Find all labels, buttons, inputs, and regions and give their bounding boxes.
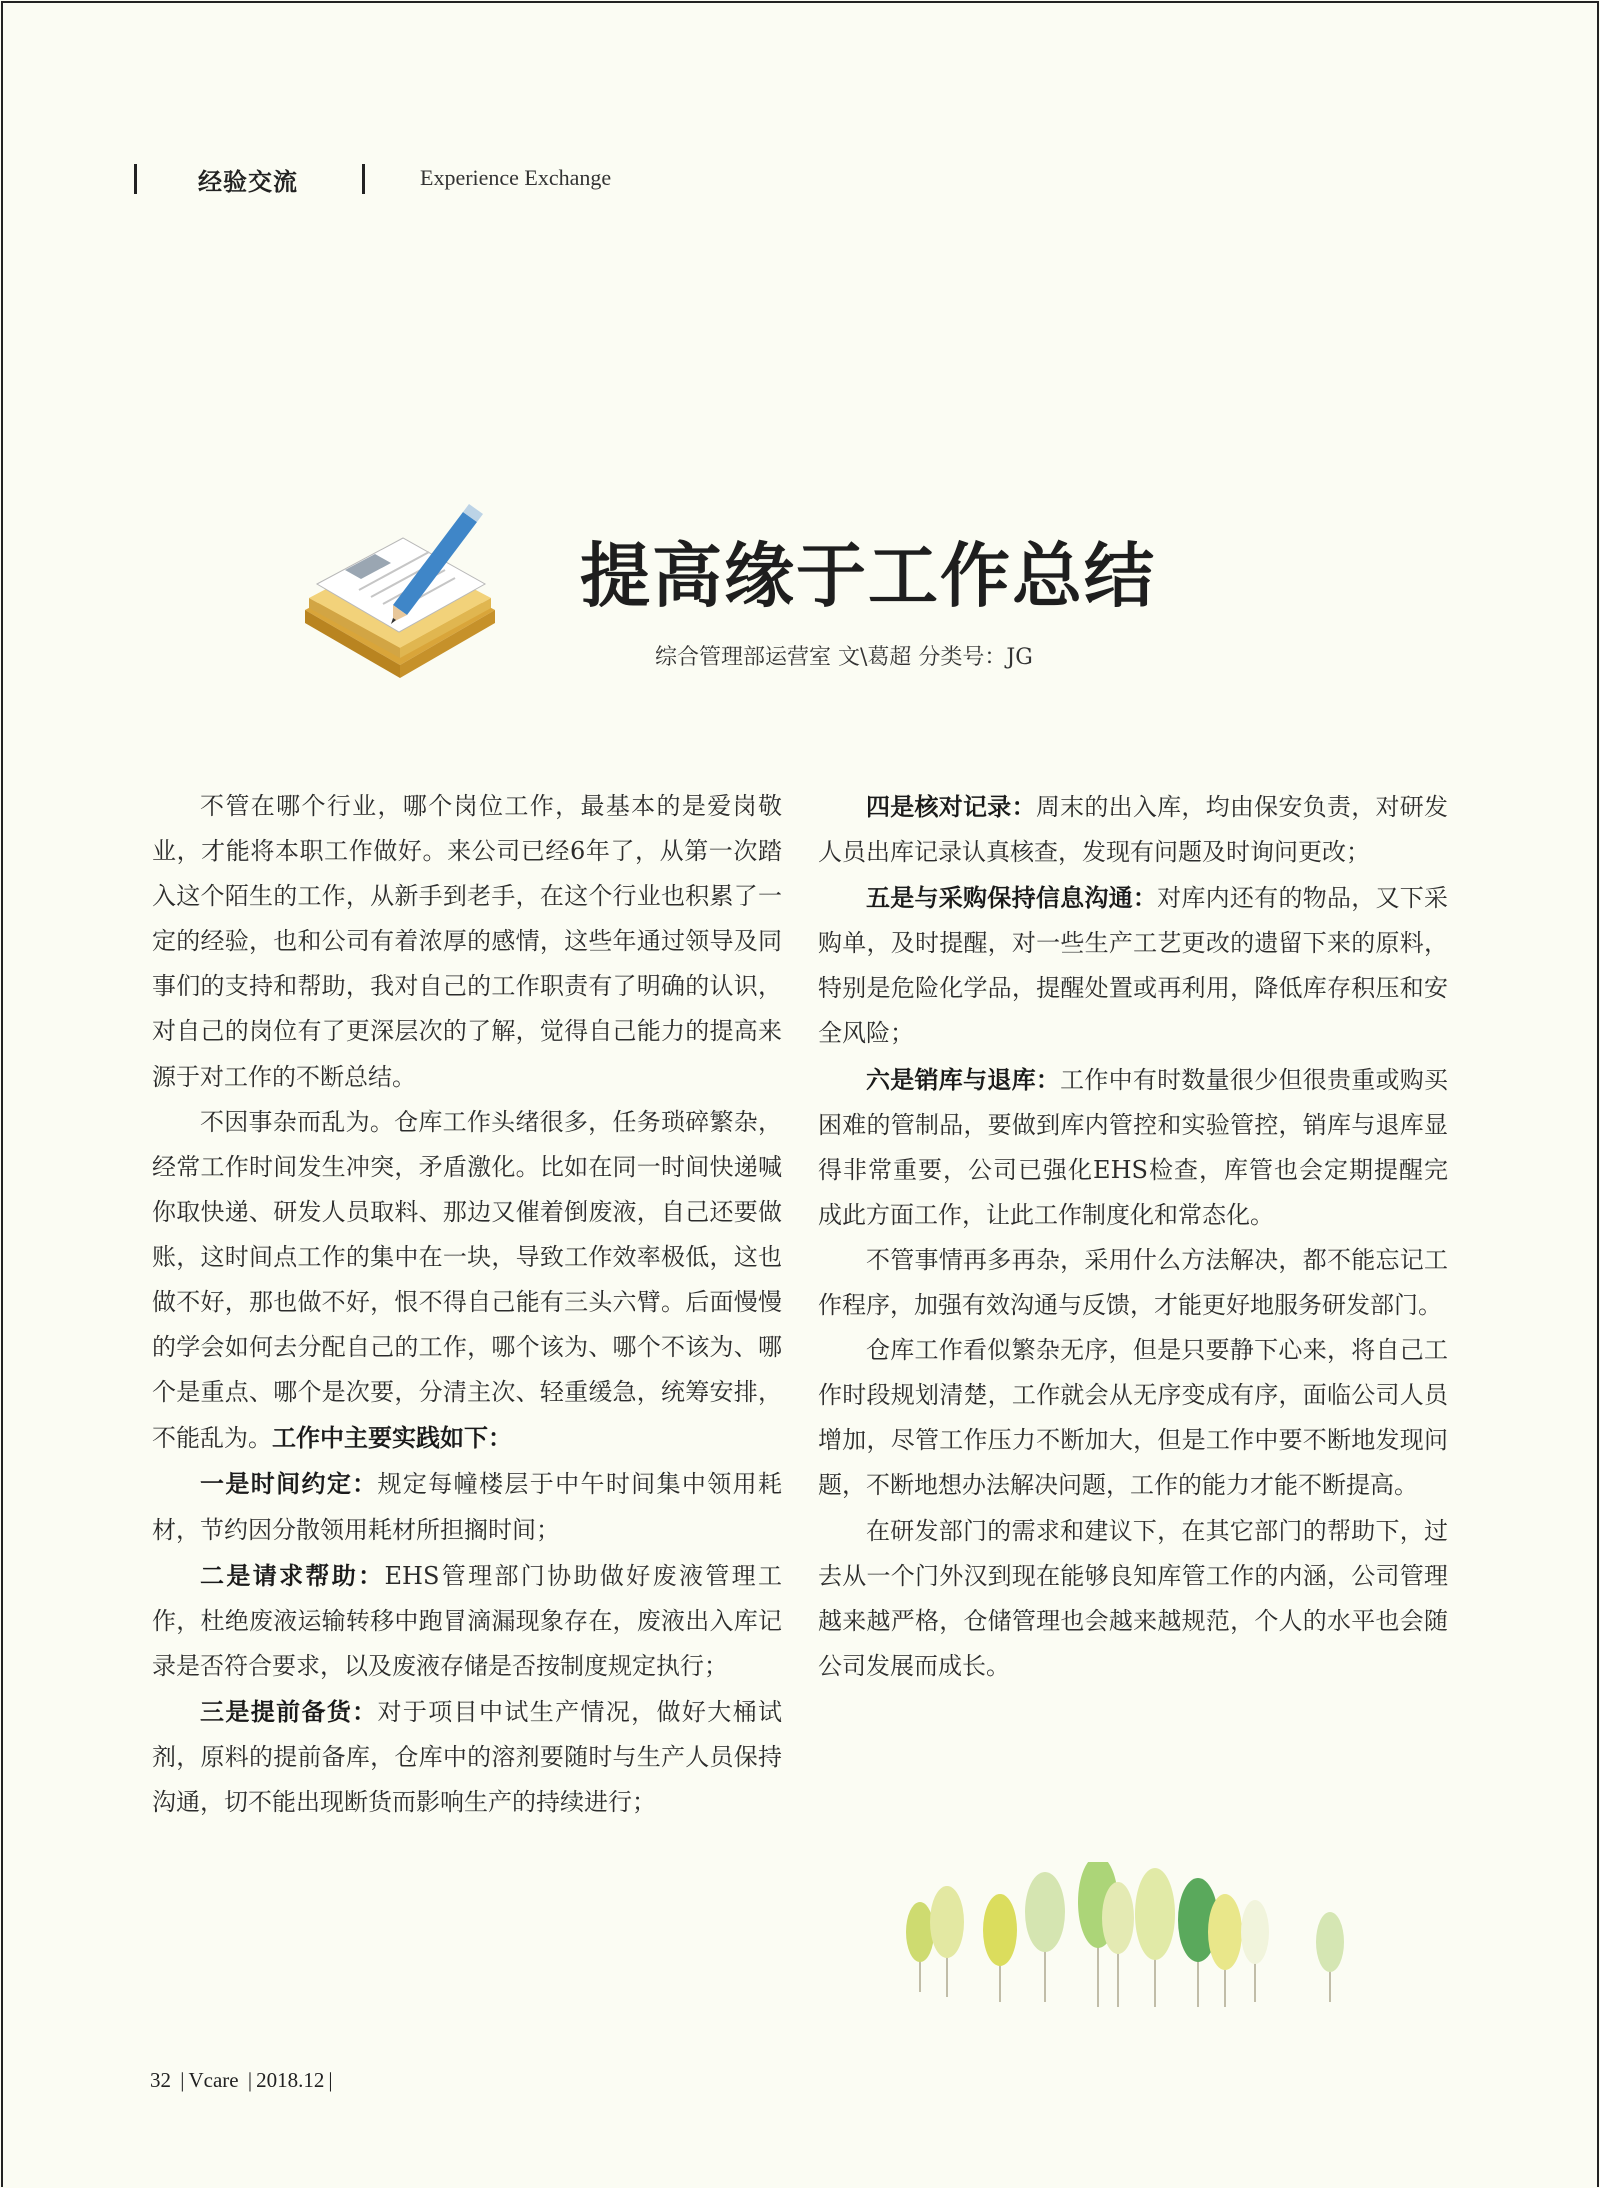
paragraph: 仓库工作看似繁杂无序，但是只要静下心来，将自己工作时段规划清楚，工作就会从无序变成有序，面临公司人员增加，尽管工作压力不断加大，但是工作中要不断地发现问题，不断地想办法解决问题，工作的能力才能不断提高。 (818, 1336, 1448, 1500)
article-byline: 综合管理部运营室 文\葛超 分类号：JG (655, 645, 1033, 670)
paragraph: 不管事情再多再杂，采用什么方法解决，都不能忘记工作程序，加强有效沟通与反馈，才能更好地服务研发部门。 (818, 1245, 1448, 1320)
header-divider (362, 164, 365, 194)
paragraph: 三是提前备货：对于项目中试生产情况，做好大桶试剂，原料的提前备库，仓库中的溶剂要随时与生产人员保持沟通，切不能出现断货而影响生产的持续进行； (152, 1696, 783, 1817)
paragraph: 五是与采购保持信息沟通：对库内还有的物品，又下采购单，及时提醒，对一些生产工艺更改的遗留下来的原料，特别是危险化学品，提醒处置或再利用，降低库存积压和安全风险； (818, 883, 1449, 1048)
bold-lead: 一是时间约定： (200, 1469, 378, 1499)
paragraph: 不管在哪个行业，哪个岗位工作，最基本的是爱岗敬业，才能将本职工作做好。来公司已经6年了，从第一次踏入这个陌生的工作，从新手到老手，在这个行业也积累了一定的经验，也和公司有着浓厚的感情，这些年通过领导及同事们的支持和帮助，我对自己的工作职责有了明确的认识，对自己的岗位有了更深层次的了解，觉得自己能力的提高来源于对工作的不断总结。 (152, 792, 782, 1091)
watercolor-trees-illustration (900, 1862, 1360, 2012)
article-title: 提高缘于工作总结 (580, 535, 1156, 617)
paragraph: 六是销库与退库：工作中有时数量很少但很贵重或购买困难的管制品，要做到库内管控和实验管控，销库与退库显得非常重要，公司已强化EHS检查，库管也会定期提醒完成此方面工作，让此工作制度化和常态化。 (818, 1064, 1449, 1229)
paragraph: 四是核对记录：周末的出入库，均由保安负责，对研发人员出库记录认真核查，发现有问题及时询问更改； (818, 792, 1449, 867)
left-column (152, 784, 782, 1825)
header-divider (134, 164, 137, 194)
right-column (818, 784, 1448, 1689)
paragraph: 一是时间约定：规定每幢楼层于中午时间集中领用耗材，节约因分散领用耗材所担搁时间； (152, 1469, 783, 1544)
section-title-cn: 经验交流 (198, 168, 298, 196)
bold-lead: 六是销库与退库： (866, 1064, 1061, 1094)
footer-divider: | (247, 2068, 253, 2092)
paragraph: 在研发部门的需求和建议下，在其它部门的帮助下，过去从一个门外汉到现在能够良知库管工作的内涵，公司管理越来越严格，仓储管理也会越来越规范，个人的水平也会随公司发展而成长。 (818, 1516, 1448, 1680)
notepad-pencil-icon (295, 500, 505, 690)
page-footer (150, 2068, 337, 2093)
bold-lead: 三是提前备货： (200, 1696, 378, 1726)
page-number: 32 (150, 2068, 171, 2092)
paragraph: 不因事杂而乱为。仓库工作头绪很多，任务琐碎繁杂，经常工作时间发生冲突，矛盾激化。比如在同一时间快递喊你取快递、研发人员取料、那边又催着倒废液，自己还要做账，这时间点工作的集中在一块，导致工作效率极低，这也做不好，那也做不好，恨不得自己能有三头六臂。后面慢慢的学会如何去分配自己的工作，哪个该为、哪个不该为、哪个是重点、哪个是次要，分清主次、轻重缓急，统筹安排，不能乱为。工作中主要实践如下： (152, 1107, 782, 1453)
bold-lead: 工作中主要实践如下： (272, 1423, 512, 1453)
paragraph: 二是请求帮助：EHS管理部门协助做好废液管理工作，杜绝废液运输转移中跑冒滴漏现象存在，废液出入库记录是否符合要求，以及废液存储是否按制度规定执行； (152, 1560, 783, 1680)
section-title-en: Experience Exchange (420, 165, 612, 190)
footer-divider: | (328, 2068, 333, 2092)
footer-divider: | (180, 2068, 185, 2092)
bold-lead: 五是与采购保持信息沟通： (866, 883, 1158, 913)
issue-date: 2018.12 (256, 2068, 325, 2092)
bold-lead: 四是核对记录： (866, 792, 1036, 821)
magazine-name: Vcare (188, 2068, 239, 2092)
bold-lead: 二是请求帮助： (200, 1560, 385, 1590)
